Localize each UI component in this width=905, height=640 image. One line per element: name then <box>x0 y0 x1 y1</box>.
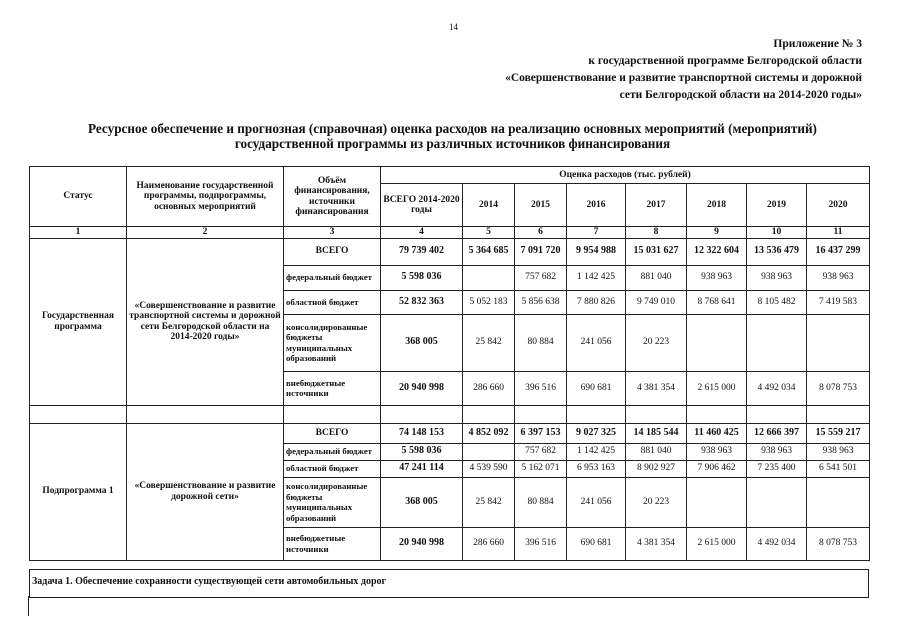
column-number: 10 <box>747 227 807 239</box>
value-cell: 7 091 720 <box>515 238 567 265</box>
empty-cell <box>626 405 687 423</box>
column-number: 7 <box>567 227 626 239</box>
empty-cell <box>284 405 381 423</box>
value-cell: 4 492 034 <box>747 371 807 405</box>
value-cell: 8 105 482 <box>747 290 807 314</box>
appendix-line: сети Белгородской области на 2014-2020 годы» <box>619 89 862 101</box>
empty-cell <box>515 405 567 423</box>
value-cell <box>687 477 747 527</box>
value-cell: 20 940 998 <box>381 371 463 405</box>
source-cell: консолидированные бюджеты муниципальных образований <box>284 477 381 527</box>
value-cell: 9 027 325 <box>567 423 626 443</box>
value-cell: 9 954 988 <box>567 238 626 265</box>
value-cell: 80 884 <box>515 314 567 371</box>
title-line: Ресурсное обеспечение и прогнозная (справочная) оценка расходов на реализацию основных мероприятий (мероприятий) <box>88 121 817 136</box>
value-cell: 2 615 000 <box>687 371 747 405</box>
value-cell: 2 615 000 <box>687 527 747 560</box>
page-number: 14 <box>449 22 458 32</box>
value-cell: 4 381 354 <box>626 371 687 405</box>
value-cell: 286 660 <box>463 527 515 560</box>
value-cell: 12 322 604 <box>687 238 747 265</box>
header-total: ВСЕГО 2014-2020 годы <box>381 184 463 227</box>
empty-cell <box>463 405 515 423</box>
value-cell: 8 768 641 <box>687 290 747 314</box>
program-name: «Совершенствование и развитие транспортной системы и дорожной сети Белгородской области на 2014-2020 годы» <box>127 238 284 405</box>
header-estimate: Оценка расходов (тыс. рублей) <box>381 167 870 184</box>
appendix-header <box>505 36 862 104</box>
value-cell: 4 381 354 <box>626 527 687 560</box>
value-cell: 5 162 071 <box>515 460 567 477</box>
column-number: 4 <box>381 227 463 239</box>
value-cell: 4 492 034 <box>747 527 807 560</box>
value-cell: 25 842 <box>463 477 515 527</box>
value-cell: 15 031 627 <box>626 238 687 265</box>
value-cell: 938 963 <box>807 443 870 460</box>
expenses-table <box>29 166 870 561</box>
value-cell: 757 682 <box>515 443 567 460</box>
value-cell: 47 241 114 <box>381 460 463 477</box>
value-cell: 4 852 092 <box>463 423 515 443</box>
empty-cell <box>127 405 284 423</box>
value-cell: 690 681 <box>567 371 626 405</box>
value-cell: 1 142 425 <box>567 265 626 290</box>
column-number: 11 <box>807 227 870 239</box>
appendix-line: «Совершенствование и развитие транспортной системы и дорожной <box>505 72 862 84</box>
value-cell: 6 953 163 <box>567 460 626 477</box>
appendix-line: к государственной программе Белгородской области <box>588 55 862 67</box>
value-cell: 396 516 <box>515 527 567 560</box>
value-cell <box>747 314 807 371</box>
empty-cell <box>687 405 747 423</box>
column-numbers-row <box>30 227 870 239</box>
header-year: 2014 <box>463 184 515 227</box>
value-cell: 5 598 036 <box>381 265 463 290</box>
value-cell: 20 223 <box>626 314 687 371</box>
value-cell: 938 963 <box>687 265 747 290</box>
value-cell: 396 516 <box>515 371 567 405</box>
task-row: Задача 1. Обеспечение сохранности существующей сети автомобильных дорог <box>29 569 869 598</box>
empty-cell <box>567 405 626 423</box>
value-cell <box>807 477 870 527</box>
header-year: 2015 <box>515 184 567 227</box>
value-cell: 20 940 998 <box>381 527 463 560</box>
header-name: Наименование государственной программы, подпрограммы, основных мероприятий <box>127 167 284 227</box>
source-cell: внебюджетные источники <box>284 527 381 560</box>
value-cell: 5 364 685 <box>463 238 515 265</box>
column-number: 8 <box>626 227 687 239</box>
source-cell: внебюджетные источники <box>284 371 381 405</box>
source-cell: консолидированные бюджеты муниципальных образований <box>284 314 381 371</box>
value-cell: 14 185 544 <box>626 423 687 443</box>
source-cell: ВСЕГО <box>284 423 381 443</box>
source-cell: федеральный бюджет <box>284 443 381 460</box>
value-cell: 20 223 <box>626 477 687 527</box>
column-number: 5 <box>463 227 515 239</box>
header-volume: Объём финансирования, источники финансирования <box>284 167 381 227</box>
title-line: государственной программы из различных источников финансирования <box>234 136 671 151</box>
value-cell: 80 884 <box>515 477 567 527</box>
value-cell <box>463 443 515 460</box>
value-cell: 881 040 <box>626 443 687 460</box>
table-row <box>30 238 870 265</box>
separator-row <box>30 405 870 423</box>
value-cell: 15 559 217 <box>807 423 870 443</box>
value-cell: 938 963 <box>747 265 807 290</box>
document-title <box>30 121 875 151</box>
value-cell: 7 880 826 <box>567 290 626 314</box>
empty-cell <box>807 405 870 423</box>
value-cell: 4 539 590 <box>463 460 515 477</box>
appendix-title: Приложение № 3 <box>773 38 862 50</box>
value-cell: 938 963 <box>747 443 807 460</box>
header-year: 2019 <box>747 184 807 227</box>
value-cell: 6 541 501 <box>807 460 870 477</box>
empty-cell <box>30 405 127 423</box>
value-cell: 16 437 299 <box>807 238 870 265</box>
subprogram-status: Подпрограмма 1 <box>30 423 127 560</box>
source-cell: областной бюджет <box>284 290 381 314</box>
source-cell: федеральный бюджет <box>284 265 381 290</box>
source-cell: областной бюджет <box>284 460 381 477</box>
column-number: 9 <box>687 227 747 239</box>
value-cell: 5 856 638 <box>515 290 567 314</box>
value-cell: 7 419 583 <box>807 290 870 314</box>
value-cell: 8 078 753 <box>807 527 870 560</box>
header-year: 2020 <box>807 184 870 227</box>
column-number: 3 <box>284 227 381 239</box>
column-number: 6 <box>515 227 567 239</box>
value-cell: 8 902 927 <box>626 460 687 477</box>
value-cell: 368 005 <box>381 477 463 527</box>
value-cell: 1 142 425 <box>567 443 626 460</box>
empty-cell <box>747 405 807 423</box>
value-cell: 12 666 397 <box>747 423 807 443</box>
value-cell: 5 598 036 <box>381 443 463 460</box>
value-cell: 5 052 183 <box>463 290 515 314</box>
value-cell <box>463 265 515 290</box>
value-cell: 52 832 363 <box>381 290 463 314</box>
value-cell: 9 749 010 <box>626 290 687 314</box>
header-year: 2017 <box>626 184 687 227</box>
value-cell: 7 235 400 <box>747 460 807 477</box>
column-number: 1 <box>30 227 127 239</box>
value-cell: 74 148 153 <box>381 423 463 443</box>
column-number: 2 <box>127 227 284 239</box>
value-cell: 757 682 <box>515 265 567 290</box>
header-status: Статус <box>30 167 127 227</box>
value-cell: 938 963 <box>687 443 747 460</box>
value-cell <box>807 314 870 371</box>
value-cell: 6 397 153 <box>515 423 567 443</box>
value-cell: 13 536 479 <box>747 238 807 265</box>
program-status: Государственная программа <box>30 238 127 405</box>
value-cell: 8 078 753 <box>807 371 870 405</box>
empty-cell <box>381 405 463 423</box>
value-cell: 286 660 <box>463 371 515 405</box>
value-cell: 690 681 <box>567 527 626 560</box>
source-cell: ВСЕГО <box>284 238 381 265</box>
value-cell: 368 005 <box>381 314 463 371</box>
header-year: 2016 <box>567 184 626 227</box>
value-cell <box>747 477 807 527</box>
value-cell <box>687 314 747 371</box>
subprogram-name: «Совершенствование и развитие дорожной сети» <box>127 423 284 560</box>
table-row <box>30 423 870 443</box>
value-cell: 881 040 <box>626 265 687 290</box>
value-cell: 938 963 <box>807 265 870 290</box>
value-cell: 241 056 <box>567 477 626 527</box>
value-cell: 241 056 <box>567 314 626 371</box>
value-cell: 25 842 <box>463 314 515 371</box>
table-border-line <box>28 596 29 616</box>
value-cell: 79 739 402 <box>381 238 463 265</box>
value-cell: 11 460 425 <box>687 423 747 443</box>
header-year: 2018 <box>687 184 747 227</box>
value-cell: 7 906 462 <box>687 460 747 477</box>
